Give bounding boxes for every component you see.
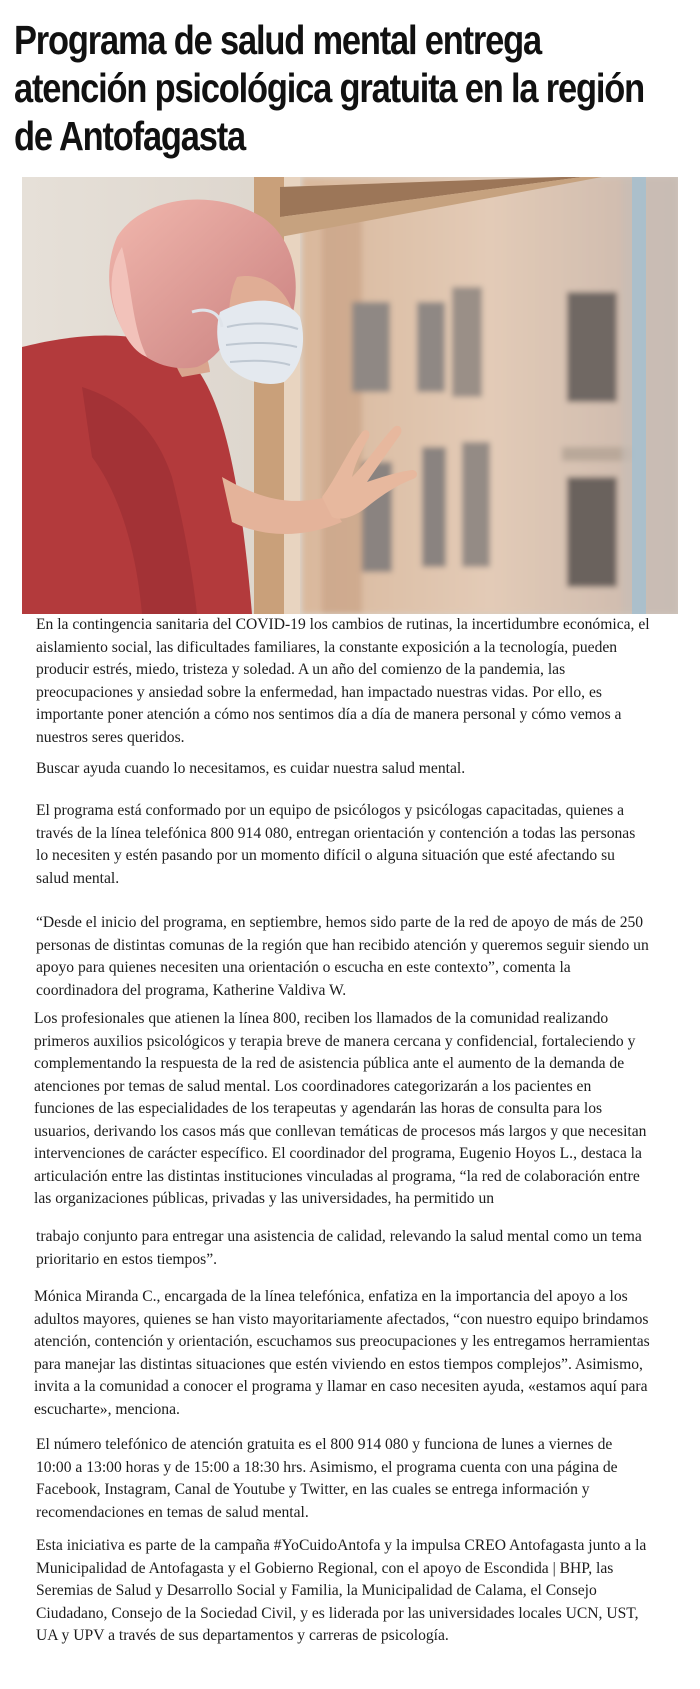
headline-line-3: de Antofagasta bbox=[14, 113, 246, 159]
article-paragraph: El programa está conformado por un equipo de psicólogos y psicólogas capacitadas, quienes a través de la línea telefónica 800 914 080, entregan orientación y contención a todas las personas lo necesiten y estén pasando por un momento difícil o alguna situación que esté afectando su salud mental. bbox=[36, 802, 636, 887]
article-paragraph: El número telefónico de atención gratuita es el 800 914 080 y funciona de lunes a viernes de 10:00 a 13:00 horas y de 15:00 a 18:30 hrs. Asimismo, el programa cuenta con una página de Facebook, Instagram, Canal de Youtube y Twitter, en las cuales se entrega información y recomendaciones en temas de salud mental. bbox=[36, 1436, 618, 1521]
article-headline bbox=[14, 16, 644, 160]
headline-line-1: Programa de salud mental entrega bbox=[14, 17, 541, 63]
article-paragraph: Los profesionales que atienen la línea 800, reciben los llamados de la comunidad realizando primeros auxilios psicológicos y terapia breve de manera cercana y confidencial, fortaleciendo y complementando la respuesta de la red de asistencia pública ante el aumento de la demanda de atenciones por temas de salud mental. Los coordinadores categorizarán a los pacientes en funciones de las especialidades de los terapeutas y agendarán las horas de consulta para los usuarios, derivando los casos más que conllevan temáticas de procesos más largos y que necesitan intervenciones de carácter específico. El coordinador del programa, Eugenio Hoyos L., destaca la articulación entre las distintas instituciones vinculadas al programa, “la red de colaboración entre las organizaciones públicas, privadas y las universidades, ha permitido un bbox=[34, 1010, 647, 1207]
hero-photo bbox=[22, 177, 678, 614]
article-paragraph: Esta iniciativa es parte de la campaña #YoCuidoAntofa y la impulsa CREO Antofagasta junto a la Municipalidad de Antofagasta y el Gobierno Regional, con el apoyo de Escondida | BHP, las Seremias de Salud y Desarrollo Social y Familia, la Municipalidad de Calama, el Consejo Ciudadano, Consejo de la Sociedad Civil, y es liderada por las universidades locales UCN, UST, UA y UPV a través de sus departamentos y carreras de psicología. bbox=[36, 1537, 647, 1644]
article-paragraph: En la contingencia sanitaria del COVID-19 los cambios de rutinas, la incertidumbre económica, el aislamiento social, las dificultades familiares, la constante exposición a la tecnología, pueden producir estrés, miedo, tristeza y soledad. A un año del comienzo de la pandemia, las preocupaciones y ansiedad sobre la enfermedad, han impactado nuestras vidas. Por ello, es importante poner atención a cómo nos sentimos día a día de manera personal y cómo vemos a nuestros seres queridos. bbox=[36, 616, 650, 746]
article-paragraph: “Desde el inicio del programa, en septiembre, hemos sido parte de la red de apoyo de más de 250 personas de distintas comunas de la región que han recibido atención y queremos seguir siendo un apoyo para quienes necesiten una orientación o escucha en este contexto”, comenta la coordinadora del programa, Katherine Valdiva W. bbox=[36, 914, 649, 999]
woman-with-mask-at-window-illustration bbox=[22, 177, 678, 614]
article-paragraph: Mónica Miranda C., encargada de la línea telefónica, enfatiza en la importancia del apoyo a los adultos mayores, quienes se han visto mayoritariamente afectados, “con nuestro equipo brindamos atención, contención y orientación, escuchamos sus preocupaciones y les entregamos herramientas para manejar las distintas situaciones que estén viviendo en estos tiempos complejos”. Asimismo, invita a la comunidad a conocer el programa y llamar en caso necesiten ayuda, «estamos aquí para escucharte», menciona. bbox=[34, 1288, 650, 1418]
article-paragraph: Buscar ayuda cuando lo necesitamos, es cuidar nuestra salud mental. bbox=[36, 760, 466, 777]
article-paragraph: trabajo conjunto para entregar una asistencia de calidad, relevando la salud mental como un tema prioritario en estos tiempos”. bbox=[36, 1228, 642, 1268]
headline-line-2: atención psicológica gratuita en la región bbox=[14, 65, 644, 111]
